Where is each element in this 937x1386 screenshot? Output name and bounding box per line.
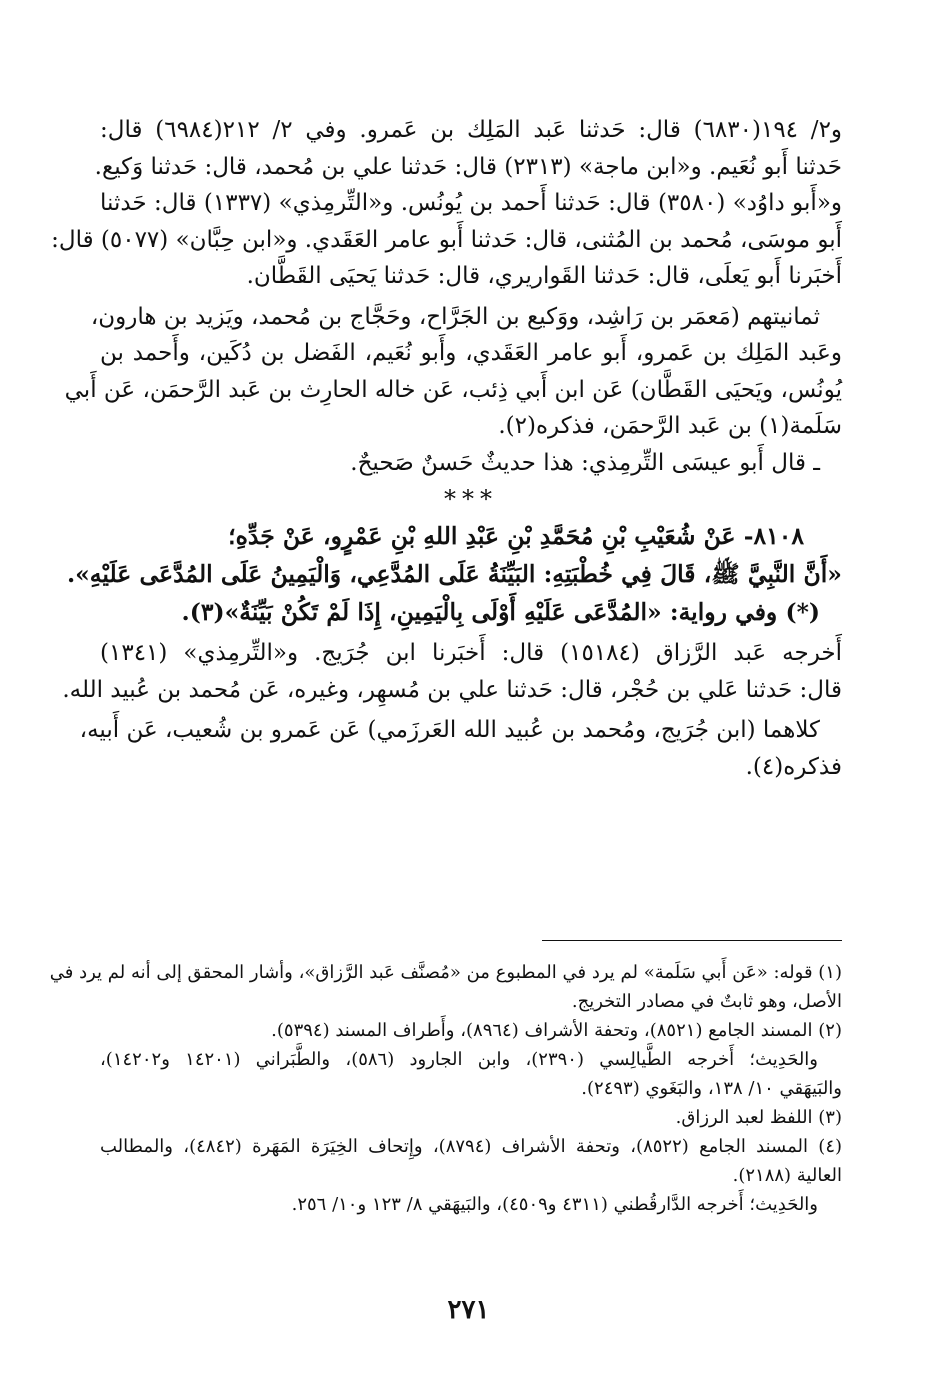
hadith-variant: (*) وفي رواية: «المُدَّعَى عَلَيْهِ أَوْلَى بِالْيَمِينِ، إِذَا لَمْ تَكُنْ بَيِّنَةٌ»(٣). (181, 598, 820, 626)
footnote (100, 1103, 842, 1132)
text-line: قال: حَدثنا عَلي بن حُجْر، قال: حَدثنا علي بن مُسهِر، وغيره، عَن مُحمد بن عُبيد الله. (62, 676, 842, 703)
text-line: و٢/ ١٩٤(٦٨٣٠) قال: حَدثنا عَبد المَلِك بن عَمرو. وفي ٢/ ٢١٢(٦٩٨٤) قال: (100, 117, 843, 143)
footnotes (49, 958, 843, 1219)
text-line: أَخبَرنا أَبو يَعلَى، قال: حَدثنا القَواريري، قال: حَدثنا يَحيَى القَطَّان. (246, 263, 842, 289)
footnote-line: والحَدِيث؛ أَخرجه الطَّيالِسي (٢٣٩٠)، وابن الجارود (٥٨٦)، والطَّبَراني (١٤٢٠١ و١٤٢٠٢)، (100, 1049, 818, 1070)
footnote-line: والحَدِيث؛ أَخرجه الدَّارقُطني (٤٣١١ و٤٥٠٩)، والبَيهَقي ٨/ ١٢٣ و١٠/ ٢٥٦. (291, 1194, 818, 1215)
footnote-line: (٢) المسند الجامع (٨٥٢١)، وتحفة الأشراف (٨٩٦٤)، وأَطراف المسند (٥٣٩٤). (271, 1020, 842, 1041)
text-line: يُونُس، ويَحيَى القَطَّان) عَن ابن أَبي ذِئب، عَن خاله الحارِث بن عَبد الرَّحمَن، عَن أَبي (64, 376, 842, 403)
footnote-line: العالية (٢١٨٨). (732, 1165, 842, 1186)
section-separator: *** (444, 485, 498, 513)
footnote (49, 958, 842, 1016)
page-number: ٢٧١ (447, 1295, 490, 1325)
hadith-text (66, 517, 842, 631)
footnote-divider-area (100, 930, 842, 950)
footnote-line: الأصل، وهو ثابتٌ في مصادر التخريج. (571, 991, 842, 1012)
footnote-line: والبَيهَقي ١٠/ ١٣٨، والبَغَوي (٢٤٩٣). (581, 1078, 842, 1099)
footnote-line: (١) قوله: «عَن أَبي سَلَمة» لم يرد في المطبوع من «مُصنَّف عَبد الرَّزاق»، وأشار المحقق إلى أنه لم يرد في (49, 962, 842, 983)
text-line: وعَبد المَلِك بن عَمرو، أَبو عامر العَقَدي، وأَبو نُعَيم، الفَضل بن دُكَين، وأَحمد بن (100, 340, 842, 366)
footnote-line: (٣) اللفظ لعبد الرزاق. (675, 1107, 842, 1128)
text-line: و«أَبو داوُد» (٣٥٨٠) قال: حَدثنا أَحمد بن يُونُس. و«التِّرمِذي» (١٣٣٧) قال: حَدثنا (100, 190, 842, 216)
text-line: سَلَمة(١) بن عَبد الرَّحمَن، فذكره(٢). (498, 413, 842, 439)
text-line: أَبو موسَى، مُحمد بن المُثنى، قال: حَدثنا أَبو عامر العَقَدي. و«ابن حِبَّان» (٥٠٧٧) قال: (51, 226, 842, 253)
text-line: حَدثنا أَبو نُعَيم. و«ابن ماجة» (٢٣١٣) قال: حَدثنا علي بن مُحمد، قال: حَدثنا وَكيع. (94, 153, 842, 180)
tirmidhi-grading: ـ قال أَبو عيسَى التِّرمِذي: هذا حديثٌ حَسنٌ صَحيحٌ. (350, 449, 820, 476)
body-paragraph (51, 112, 843, 295)
footnote-line: (٤) المسند الجامع (٨٥٢٢)، وتحفة الأشراف (٨٧٩٤)، وإِتحاف الخِيَرَة المَهَرة (٤٨٤٢)، والمطالب (100, 1136, 843, 1157)
footnote-divider (542, 940, 842, 941)
hadith-matn: «أَنَّ النَّبِيَّ ﷺ، قَالَ فِي خُطْبَتِهِ: البَيِّنَةُ عَلَى المُدَّعِي، وَالْيَمِينُ عَلَى المُدَّعَى عَلَيْهِ». (66, 560, 842, 588)
footnote (100, 1190, 842, 1219)
main-text (51, 112, 843, 785)
text-line: كلاهما (ابن جُرَيج، ومُحمد بن عُبيد الله العَرزَمي) عَن عَمرو بن شُعيب، عَن أَبيه، (79, 717, 820, 743)
text-line: فذكره(٤). (745, 753, 842, 780)
takhrij-paragraph (62, 635, 842, 708)
both-paragraph (79, 712, 842, 785)
text-line: أَخرجه عَبد الرَّزاق (١٥١٨٤) قال: أَخبَرنا ابن جُرَيج. و«التِّرمِذي» (١٣٤١) (100, 640, 842, 666)
narrators-paragraph (64, 299, 842, 445)
text-line: ثمانيتهم (مَعمَر بن رَاشِد، ووَكيع بن الجَرَّاح، وحَجَّاج بن مُحمد، ويَزيد بن هارون، (90, 303, 820, 330)
footnote (100, 1132, 842, 1190)
footnote (100, 1016, 842, 1045)
hadith-heading: ٨١٠٨- عَنْ شُعَيْبِ بْنِ مُحَمَّدِ بْنِ عَبْدِ اللهِ بْنِ عَمْرٍو، عَنْ جَدِّهِ؛ (228, 522, 804, 550)
footnote (100, 1045, 842, 1103)
